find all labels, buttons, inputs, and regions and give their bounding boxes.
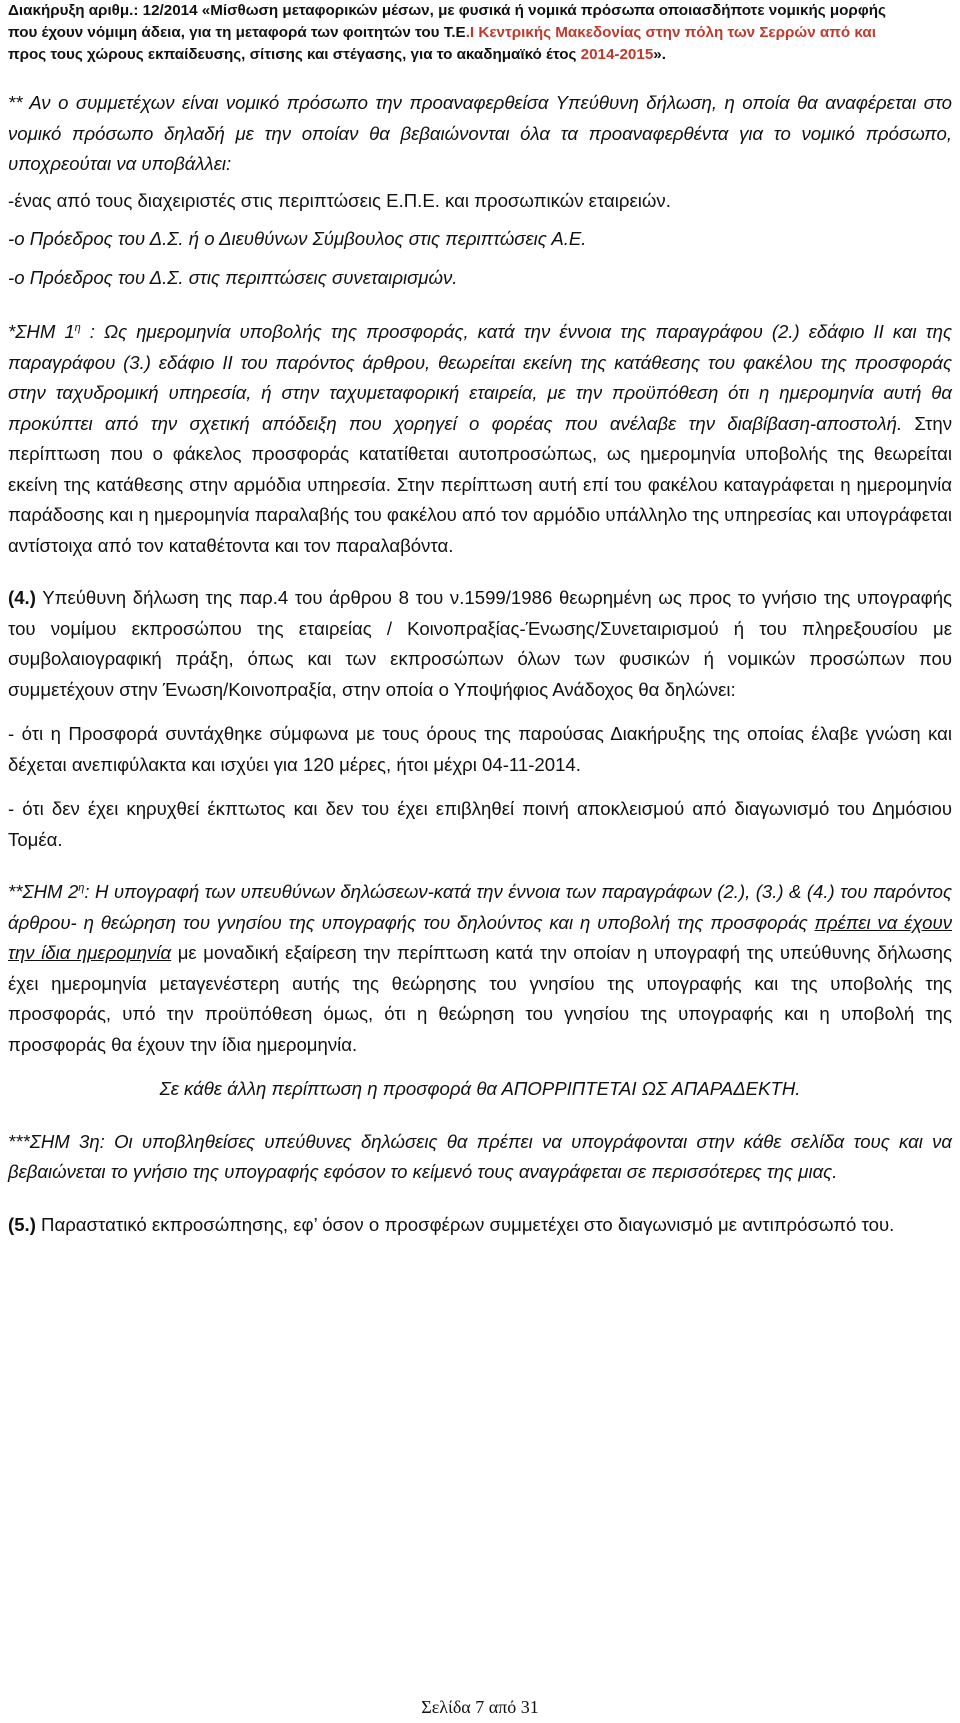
section-5 (8, 1210, 952, 1241)
note-1 (8, 317, 952, 561)
header-line-2 (8, 22, 952, 44)
section-4-bullet-2: - ότι δεν έχει κηρυχθεί έκπτωτος και δεν του έχει επιβληθεί ποινή αποκλεισμού από διαγωνισμό του Δημόσιου Τομέα. (8, 798, 952, 850)
legal-entity-note-intro: ** Αν ο συμμετέχων είναι νομικό πρόσωπο την προαναφερθείσα Υπεύθυνη δήλωση, η οποία θα αναφέρεται στο νομικό πρόσωπο δηλαδή με την οποίαν θα βεβαιώνονται όλα τα προαναφερθέντα για το νομικό πρόσωπο, υποχρεούται να υποβάλλει: (8, 92, 952, 174)
section-4-number: (4.) (8, 587, 36, 608)
note-2-part-1: : Η υπογραφή των υπευθύνων δηλώσεων-κατά την έννοια των παραγράφων (2.), (3.) & (4.) του παρόντος άρθρου- η θεώρηση του γνησίου της υπογραφής του δηλούντος και η υποβολή της προσφοράς (8, 881, 952, 933)
note-3: ***ΣΗΜ 3η: Οι υποβληθείσες υπεύθυνες δηλώσεις θα πρέπει να υπογράφονται στην κάθε σελίδα τους και να βεβαιώνεται το γνήσιο της υπογραφής εφόσον το κείμενό τους αναγράφεται σε περισσότερες της μιας. (8, 1130, 952, 1182)
section-4 (8, 583, 952, 705)
document-header (8, 0, 952, 66)
rejection-statement: Σε κάθε άλλη περίπτωση η προσφορά θα ΑΠΟΡΡΙΠΤΕΤΑΙ ΩΣ ΑΠΑΡΑΔΕΚΤΗ. (159, 1078, 801, 1099)
note-1-rest: Στην περίπτωση που ο φάκελος προσφοράς κατατίθεται αυτοπροσώπως, ως ημερομηνία υποβολής της θεωρείται εκείνη της κατάθεσης στην αρμόδια υπηρεσία. Στην περίπτωση αυτή επί του φακέλου καταγράφεται η ημερομηνία παράδοσης και η ημερομηνία παραλαβής του φακέλου από τον αρμόδιο υπάλληλο της υπηρεσίας και υπογράφεται αντίστοιχα από τον καταθέτοντα και τον παραλαβόντα. (8, 412, 952, 556)
header-line-3-part-a: προς τους χώρους εκπαίδευσης, σίτισης και στέγασης, για το ακαδημαϊκό έτος (8, 46, 581, 63)
section-4-bullet-1: - ότι η Προσφορά συντάχθηκε σύμφωνα με τους όρους της παρούσας Διακήρυξης της οποίας έλαβε γνώση και δέχεται ανεπιφύλακτα και ισχύει για 120 μέρες, ήτοι μέχρι 04-11-2014. (8, 723, 952, 775)
header-line-2-part-a: που έχουν νόμιμη άδεια, για τη μεταφορά των φοιτητών του Τ.Ε (8, 24, 466, 41)
note-2 (8, 877, 952, 1060)
header-line-3 (8, 44, 952, 66)
note-2-label: **ΣΗΜ 2 (8, 881, 79, 902)
header-line-1: Διακήρυξη αριθμ.: 12/2014 «Μίσθωση μεταφορικών μέσων, με φυσικά ή νομικά πρόσωπα οποιασδήποτε νομικής μορφής (8, 2, 886, 19)
header-line-3-academic-year: 2014-2015 (580, 46, 654, 63)
page-number: Σελίδα 7 από 31 (421, 1697, 539, 1717)
section-5-number: (5.) (8, 1213, 36, 1235)
header-line-3-part-c: ». (653, 46, 666, 63)
note-1-label: *ΣΗΜ 1 (8, 321, 75, 342)
note-2-sup: η (78, 881, 85, 894)
note-1-sup: η (74, 321, 81, 334)
legal-entity-item-1: -ένας από τους διαχειριστές στις περιπτώσεις Ε.Π.Ε. και προσωπικών εταιρειών. (8, 189, 671, 211)
legal-entity-item-2: -ο Πρόεδρος του Δ.Σ. ή ο Διευθύνων Σύμβουλος στις περιπτώσεις Α.Ε. (8, 228, 587, 249)
document-body (8, 88, 952, 1258)
header-line-2-part-b: .Ι Κεντρικής Μακεδονίας στην πόλη των Σερρών από και (465, 24, 876, 41)
note-2-underlined: πρέπει να έχουν την ίδια ημερομηνία (8, 911, 952, 963)
section-4-text: Υπεύθυνη δήλωση της παρ.4 του άρθρου 8 του ν.1599/1986 θεωρημένη ως προς το γνήσιο της υπογραφής του νομίμου εκπροσώπου της εταιρείας / Κοινοπραξίας-Ένωσης/Συνεταιρισμού ή του πληρεξουσίου με συμβολαιογραφική πράξη, όπως και των εκπροσώπων όλων των φυσικών ή νομικών προσώπων που συμμετέχουν στην Ένωση/Κοινοπραξία, στην οποία ο Υποψήφιος Ανάδοχος θα δηλώνει: (8, 587, 952, 700)
legal-entity-item-3: -ο Πρόεδρος του Δ.Σ. στις περιπτώσεις συνεταιρισμών. (8, 266, 458, 288)
note-1-text: : Ως ημερομηνία υποβολής της προσφοράς, κατά την έννοια της παραγράφου (2.) εδάφιο ΙΙ και της παραγράφου (3.) εδάφιο ΙΙ του παρόντος άρθρου, θεωρείται εκείνη της κατάθεσης του φακέλου της προσφοράς στην ταχυδρομική υπηρεσία, ή στην ταχυμεταφορική εταιρεία, με την προϋπόθεση ότι η ημερομηνία αυτή θα προκύπτει από την σχετική απόδειξη που χορηγεί ο φορέας που ανέλαβε την διαβίβαση-αποστολή. (8, 321, 952, 434)
note-2-part-2: με μοναδική εξαίρεση την περίπτωση κατά την οποίαν η υπογραφή της υπεύθυνης δήλωσης έχει ημερομηνία μεταγενέστερη αυτής της θεώρησης του γνησίου της υπογραφής και της υποβολής της προσφοράς, υπό την προϋπόθεση όμως, ότι η θεώρηση του γνησίου της υπογραφής και η υποβολή της προσφοράς θα έχουν την ίδια ημερομηνία. (8, 942, 952, 1055)
section-5-text: Παραστατικό εκπροσώπησης, εφ’ όσον ο προσφέρων συμμετέχει στο διαγωνισμό με αντιπρόσωπό του. (35, 1213, 895, 1235)
